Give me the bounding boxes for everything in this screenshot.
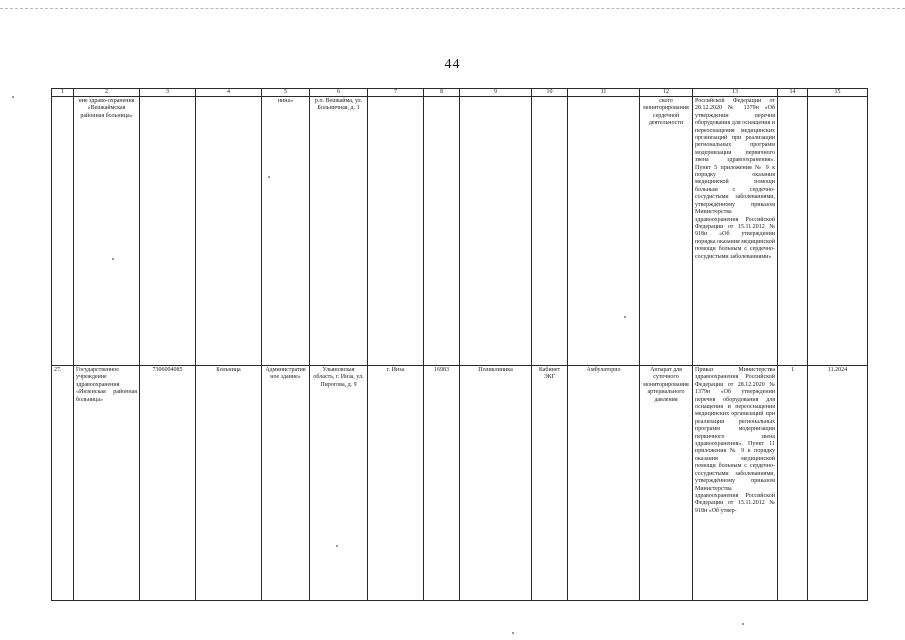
column-number-header [52, 89, 868, 97]
cell-inn: 7306004085 [140, 366, 196, 601]
col-header-5: 5 [262, 89, 310, 97]
cell-department [460, 97, 532, 366]
col-header-10: 10 [532, 89, 568, 97]
col-header-14: 14 [778, 89, 808, 97]
col-header-2: 2 [74, 89, 140, 97]
col-header-9: 9 [460, 89, 532, 97]
cell-legal-basis: Российской Федерации от 28.12.2020 № 1379н «Об утверждении перечня оборудования для оснащения и переоснащения медицинских организаций при реализации региональных программ модернизации первичного звена здравоохранения». Пункт 5 приложения № 9 к порядку оказания медицинской помощи больным с сердечно-сосудистыми заболеваниями, утверждённому приказом Министерства здравоохранения Российской Федерации от 15.11.2012 № 918н «Об утверждении порядка оказания медицинской помощи больным с сердечно-сосудистыми заболеваниями» [693, 97, 778, 366]
cell-facility-type: Больница [196, 366, 262, 601]
cell-code: 16983 [424, 366, 460, 601]
col-header-11: 11 [568, 89, 640, 97]
cell-room [532, 97, 568, 366]
scan-speck [742, 623, 744, 625]
cell-number: 27. [52, 366, 74, 601]
col-header-13: 13 [693, 89, 778, 97]
cell-building: нина» [262, 97, 310, 366]
cell-date [808, 97, 868, 366]
cell-number [52, 97, 74, 366]
cell-quantity: 1 [778, 366, 808, 601]
cell-locality [368, 97, 424, 366]
cell-locality: г. Инза [368, 366, 424, 601]
page-number: 44 [444, 57, 461, 72]
col-header-15: 15 [808, 89, 868, 97]
cell-equipment: Аппарат для суточного мониторирования артериального давления [640, 366, 693, 601]
cell-legal-basis: Приказ Министерства здравоохранения Российской Федерации от 28.12.2020 № 1379н «Об утверждении перечня оборудования для оснащения и переоснащения медицинских организаций при реализации региональных программ модернизации первичного звена здравоохранения». Пункт 11 приложения № 9 к порядку оказания медицинской помощи больным с сердечно-сосудистыми заболеваниями, утверждённому приказом Министерства здравоохранения Российской Федерации от 15.11.2012 № 918н «Об утвер- [693, 366, 778, 601]
col-header-12: 12 [640, 89, 693, 97]
cell-facility-type [196, 97, 262, 366]
cell-address: р.п. Вешкайма, ул. Больничная, д. 1 [310, 97, 368, 366]
cell-code [424, 97, 460, 366]
cell-address: Ульяновская область, г. Инза, ул. Пирогова, д. 9 [310, 366, 368, 601]
cell-organization: Государственное учреждение здравоохранения «Инзенская районная больница» [74, 366, 140, 601]
table-row-continued [52, 97, 868, 366]
cell-equipment: ского мониторирования сердечной деятельности [640, 97, 693, 366]
scan-speck [112, 258, 114, 260]
cell-inn [140, 97, 196, 366]
cell-organization: ние здраво-охранения «Вешкаймская районная больница» [74, 97, 140, 366]
col-header-1: 1 [52, 89, 74, 97]
scan-speck [512, 632, 514, 634]
scan-speck [12, 96, 14, 98]
col-header-6: 6 [310, 89, 368, 97]
scan-edge-line [0, 8, 905, 9]
cell-quantity [778, 97, 808, 366]
cell-department: Поликлиника [460, 366, 532, 601]
cell-care-mode: Амбулаторно [568, 366, 640, 601]
document-table [51, 88, 868, 601]
cell-care-mode [568, 97, 640, 366]
cell-building: Административное здание» [262, 366, 310, 601]
scan-speck [624, 316, 626, 318]
col-header-4: 4 [196, 89, 262, 97]
table-row-27 [52, 366, 868, 601]
col-header-7: 7 [368, 89, 424, 97]
cell-room: Кабинет ЭКГ [532, 366, 568, 601]
cell-date: 11.2024 [808, 366, 868, 601]
scan-speck [336, 545, 338, 547]
scan-speck [268, 176, 270, 178]
col-header-8: 8 [424, 89, 460, 97]
col-header-3: 3 [140, 89, 196, 97]
